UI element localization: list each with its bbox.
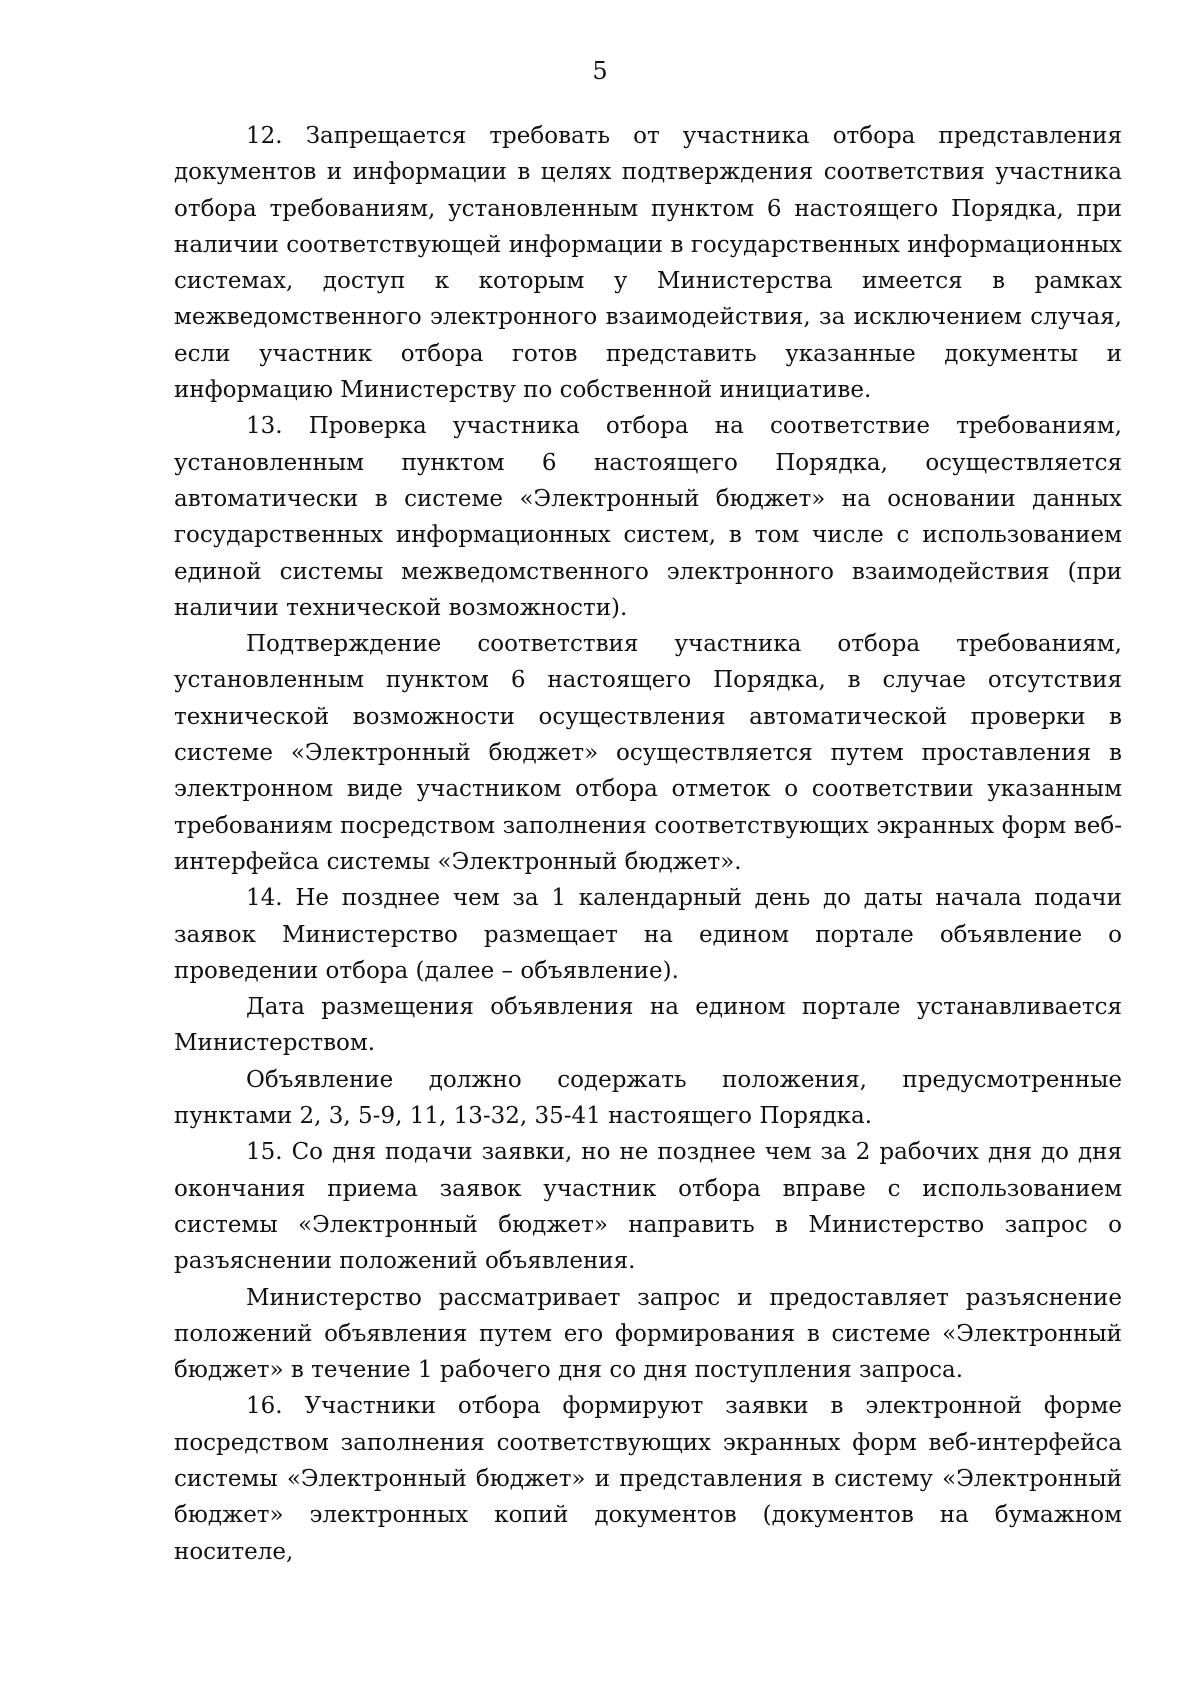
page-number: 5	[592, 57, 608, 85]
paragraph-14: 14. Не позднее чем за 1 календарный день до даты начала подачи заявок Министерство размещает на едином портале объявление о проведении отбора (далее – объявление).	[174, 885, 1122, 984]
paragraph-15-response: Министерство рассматривает запрос и предоставляет разъяснение положений объявления путем его формирования в системе «Электронный бюджет» в течение 1 рабочего дня со дня поступления запроса.	[174, 1284, 1122, 1384]
paragraph-15: 15. Со дня подачи заявки, но не позднее чем за 2 рабочих дня до дня окончания приема заявок участник отбора вправе с использованием системы «Электронный бюджет» направить в Министерство запрос о разъяснении положений объявления.	[174, 1139, 1122, 1275]
paragraph-13: 13. Проверка участника отбора на соответствие требованиям, установленным пунктом 6 настоящего Порядка, осуществляется автоматически в системе «Электронный бюджет» на основании данных государственных информационных систем, в том числе с использованием единой системы межведомственного электронного взаимодействия (при наличии технической возможности).	[174, 413, 1122, 621]
paragraph-16: 16. Участники отбора формируют заявки в электронной форме посредством заполнения соответствующих экранных форм веб-интерфейса системы «Электронный бюджет» и представления в систему «Электронный бюджет» электронных копий документов (документов на бумажном носителе,	[174, 1393, 1122, 1565]
paragraph-13-confirmation: Подтверждение соответствия участника отбора требованиям, установленным пунктом 6 настоящего Порядка, в случае отсутствия технической возможности осуществления автоматической проверки в системе «Электронный бюджет» осуществляется путем проставления в электронном виде участником отбора отметок о соответствии указанным требованиям посредством заполнения соответствующих экранных форм веб-интерфейса системы «Электронный бюджет».	[174, 631, 1122, 875]
paragraph-14-content: Объявление должно содержать положения, предусмотренные пунктами 2, 3, 5-9, 11, 13-32, 35-41 настоящего Порядка.	[174, 1066, 1122, 1130]
paragraph-14-date: Дата размещения объявления на едином портале устанавливается Министерством.	[174, 994, 1122, 1057]
document-body	[174, 118, 1122, 1570]
paragraph-12: 12. Запрещается требовать от участника отбора представления документов и информации в целях подтверждения соответствия участника отбора требованиям, установленным пунктом 6 настоящего Порядка, при наличии соответствующей информации в государственных информационных системах, доступ к которым у Министерства имеется в рамках межведомственного электронного взаимодействия, за исключением случая, если участник отбора готов представить указанные документы и информацию Министерству по собственной инициативе.	[174, 123, 1122, 404]
